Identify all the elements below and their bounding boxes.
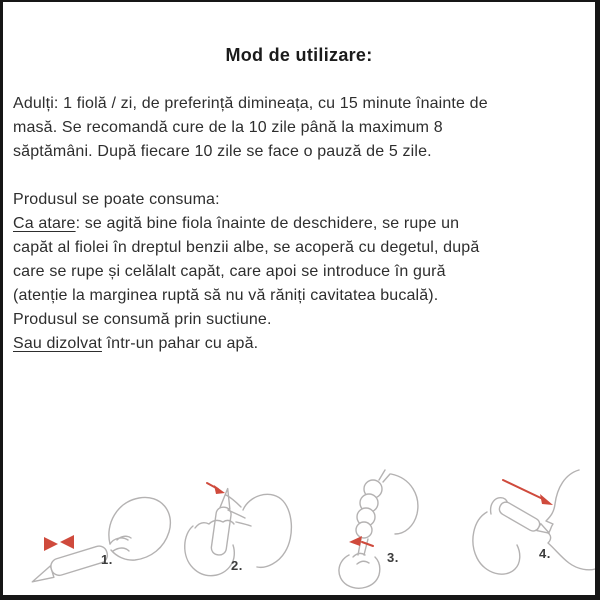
consumption-line-text: : se agită bine fiola înainte de deschidere, se rupe un bbox=[75, 215, 460, 232]
finger-lines bbox=[110, 536, 131, 551]
as-is-underlined-label: Ca atare bbox=[13, 215, 76, 232]
page-title: Mod de utilizare: bbox=[225, 45, 373, 65]
instructions-body bbox=[13, 92, 591, 380]
dosage-line: masă. Se recomandă cure de la 10 zile până la maximum 8 bbox=[13, 119, 443, 136]
consumption-intro: Produsul se poate consuma: bbox=[13, 191, 220, 208]
shake-and-break-ampoule-tip-icon bbox=[17, 480, 179, 586]
step-1-figure bbox=[17, 480, 179, 586]
step-4-figure bbox=[461, 466, 600, 586]
step-2-figure bbox=[179, 474, 297, 590]
snap-bottom-tip-icon bbox=[329, 468, 437, 590]
consumption-paragraph bbox=[13, 188, 591, 356]
lower-hand-outline bbox=[339, 555, 380, 588]
consumption-line: Produsul se consumă prin suctiune. bbox=[13, 311, 272, 328]
face-profile-outline bbox=[546, 470, 598, 570]
step-3-label: 3. bbox=[387, 550, 399, 565]
finger-lines bbox=[353, 553, 369, 564]
consumption-line bbox=[13, 212, 591, 236]
hand-back-outline bbox=[391, 474, 418, 534]
hand-outline bbox=[109, 497, 171, 560]
consumption-line bbox=[13, 332, 591, 356]
dissolved-underlined-label: Sau dizolvat bbox=[13, 335, 102, 352]
consumption-line-text: într-un pahar cu apă. bbox=[101, 335, 259, 352]
hand-outline bbox=[243, 494, 291, 567]
drink-from-ampoule-icon bbox=[461, 466, 600, 586]
dosage-paragraph bbox=[13, 92, 591, 164]
consumption-line: (atenție la marginea ruptă să nu vă răniți cavitatea bucală). bbox=[13, 287, 439, 304]
break-arrow-right-icon bbox=[60, 535, 74, 549]
ampoule-shape bbox=[497, 500, 552, 539]
knuckle bbox=[356, 522, 372, 538]
ampoule-top-tip bbox=[379, 470, 390, 482]
consumption-line: care se rupe și celălalt capăt, care apoi se introduce în gură bbox=[13, 263, 446, 280]
step-4-label: 4. bbox=[539, 546, 551, 561]
step-2-label: 2. bbox=[231, 558, 243, 573]
dosage-line: Adulți: 1 fiolă / zi, de preferință dimineața, cu 15 minute înainte de bbox=[13, 95, 488, 112]
hand-outline bbox=[473, 512, 520, 574]
ampoule-shape bbox=[28, 544, 109, 584]
snap-arrow-head-icon bbox=[349, 536, 362, 546]
break-arrow-left-icon bbox=[44, 537, 58, 551]
consumption-line: capăt al fiolei în dreptul benzii albe, se acoperă cu degetul, după bbox=[13, 239, 480, 256]
drink-arrow-icon bbox=[503, 480, 545, 500]
snap-arrow-head-icon bbox=[214, 485, 225, 494]
step-1-label: 1. bbox=[101, 552, 113, 567]
drink-arrow-head-icon bbox=[540, 494, 553, 505]
dosage-line: săptămâni. După fiecare 10 zile se face o pauză de 5 zile. bbox=[13, 143, 432, 160]
step-3-figure bbox=[329, 468, 437, 590]
